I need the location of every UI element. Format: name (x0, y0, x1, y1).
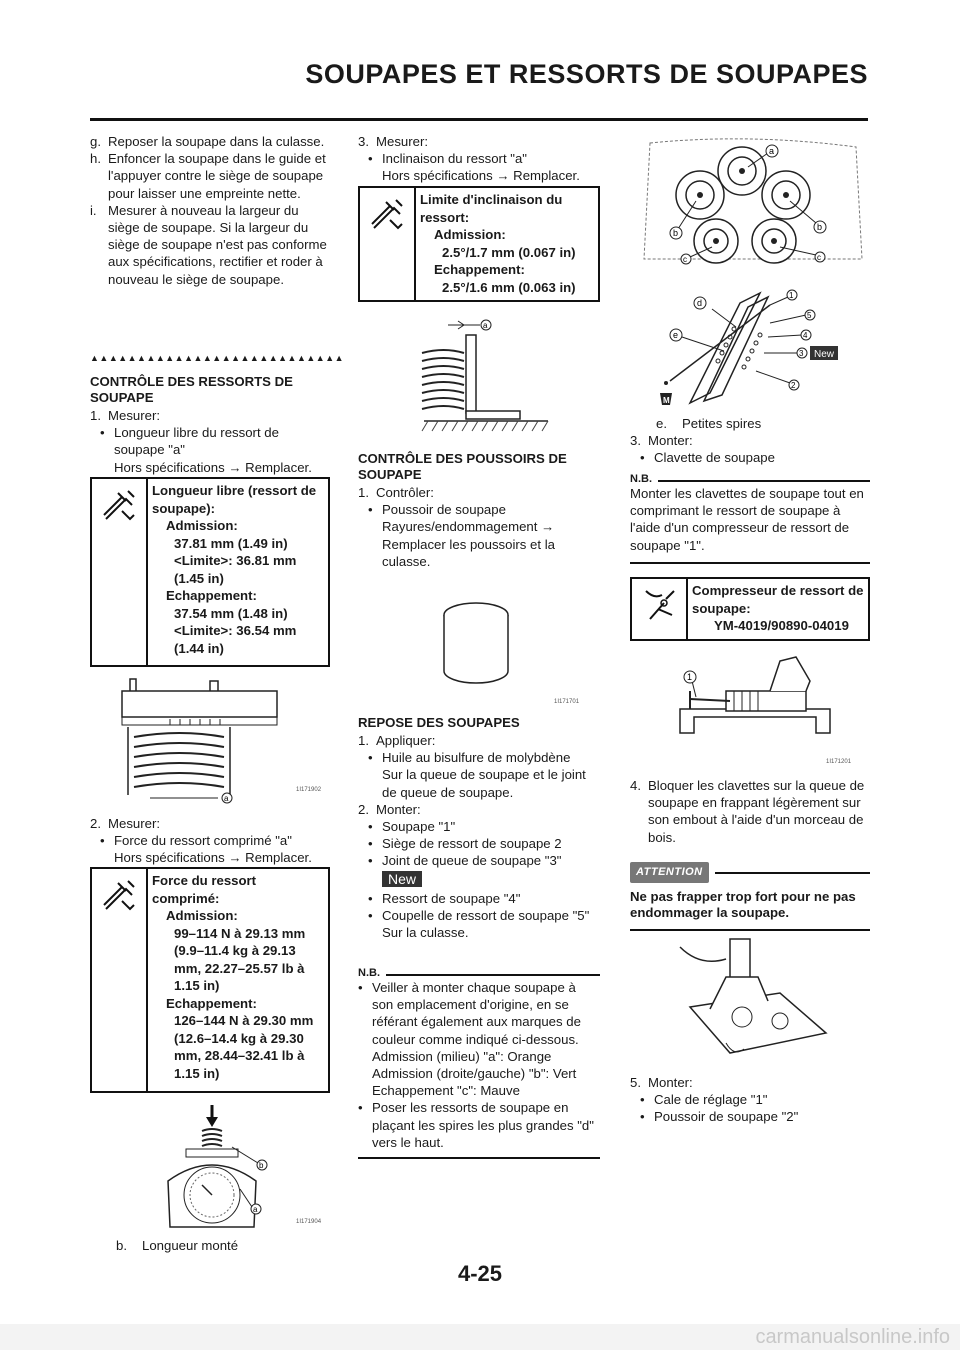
bullet-valve: • Soupape "1" (368, 819, 456, 835)
note-label: N.B. (630, 473, 652, 485)
step-g: g. Reposer la soupape dans la culasse. (90, 134, 325, 149)
step-2: 2. Mesurer: (90, 816, 161, 831)
bullet-free-length: • Longueur libre du ressort de soupape "a" (100, 425, 279, 458)
action-apply: Sur la queue de soupape et le joint de queue de soupape. (382, 767, 586, 800)
bullet-spring-seat: • Siège de ressort de soupape 2 (368, 836, 562, 852)
bullet-compressed-force: • Force du ressort comprimé "a" (100, 833, 292, 849)
svg-text:3: 3 (799, 349, 804, 358)
action-replace-3: Hors spécifications → Remplacer. (382, 168, 580, 184)
svg-text:2: 2 (791, 381, 796, 390)
check-step-1: 1. Contrôler: (358, 485, 434, 500)
svg-text:d: d (697, 298, 703, 308)
bullet-cotter: • Clavette de soupape (640, 450, 775, 466)
svg-text:1I171201: 1I171201 (826, 759, 852, 765)
spec-box-inclination: Limite d'inclinaison du ressort: Admission: 2.5°/1.7 mm (0.067 in) Echappement: 2.5°/1.6 mm (0.063 in) (358, 186, 600, 302)
svg-text:a: a (253, 1205, 258, 1214)
mount-step-3: 3. Monter: (630, 433, 693, 448)
special-tool-icon (632, 579, 688, 639)
note-text-cotters: Monter les clavettes de soupape tout en comprimant le ressort de soupape à l'aide d'un compresseur de ressort de soupape "1". (630, 486, 864, 553)
svg-text:4: 4 (803, 331, 808, 340)
wrench-icon (92, 479, 148, 665)
mount-step-5: 5. Monter: (630, 1075, 693, 1090)
svg-text:b: b (673, 228, 679, 238)
figure-compressor (630, 651, 870, 769)
step-1: 1. Mesurer: (90, 408, 161, 423)
figure-square (358, 315, 600, 441)
figure-caliper (90, 677, 330, 805)
bullet-shim: • Cale de réglage "1" (640, 1092, 768, 1108)
attention-block (630, 862, 870, 931)
section-heading-springs: CONTRÔLE DES RESSORTS DE SOUPAPE (90, 374, 293, 405)
svg-text:M: M (663, 396, 670, 405)
step-h: h. Enfoncer la soupape dans le guide et l'appuyer contre le siège de soupape pour laisser une empreinte nette. (90, 151, 326, 201)
bullet-spring-retainer: • Coupelle de ressort de soupape "5" (368, 908, 590, 924)
caption-e: e. Petites spires (656, 416, 762, 431)
note-block-colors (358, 967, 600, 1159)
bullet-inclination: • Inclinaison du ressort "a" (368, 151, 527, 167)
note-label: N.B. (358, 967, 380, 979)
svg-text:1: 1 (687, 672, 693, 682)
svg-text:b: b (259, 1161, 264, 1170)
figure-lifter (358, 591, 600, 709)
svg-text:a: a (483, 321, 488, 330)
attention-badge: ATTENTION (630, 862, 709, 883)
note-bullet-colors: • Veiller à monter chaque soupape à son emplacement d'origine, en se référant également aux marques de couleur comme indiqué ci-dessous. Admission (milieu) "a": Orange Admission (droite/gauche) "b": Vert Echappement "c": Mauve (358, 980, 581, 1099)
caption-b: b. Longueur monté (116, 1238, 239, 1253)
install-step-2: 2. Monter: (358, 801, 421, 817)
svg-text:a: a (769, 146, 775, 156)
action-on-head: Sur la culasse. (382, 925, 469, 941)
figure-spring-tester (90, 1103, 330, 1229)
bullet-lifter: • Poussoir de soupape (368, 502, 506, 518)
page-number: 4-25 (457, 1261, 503, 1286)
title-rule (90, 118, 868, 121)
step-3: 3. Mesurer: (358, 134, 429, 149)
step-i: i. Mesurer à nouveau la largeur du siège de soupape. Si la largeur du siège de soupape n'est pas conforme aux spécifications, rectifier et roder à nouveau le siège de soupape. (90, 202, 327, 287)
figure-valve-exploded (630, 283, 870, 413)
section-heading-lifters: CONTRÔLE DES POUSSOIRS DE SOUPAPE (358, 451, 567, 482)
svg-text:New: New (814, 349, 835, 360)
action-replace-2: Hors spécifications → Remplacer. (114, 850, 312, 866)
bullet-lifter-2: • Poussoir de soupape "2" (640, 1109, 799, 1125)
svg-text:1I171701: 1I171701 (554, 699, 580, 705)
wrench-icon (92, 869, 148, 1091)
svg-text:b: b (817, 222, 823, 232)
install-step-1: 1. Appliquer: (358, 733, 436, 748)
new-badge: New (382, 871, 422, 887)
label-a: a (224, 794, 229, 803)
svg-text:c: c (817, 253, 821, 262)
action-replace-lifters: Rayures/endommagement → Remplacer les poussoirs et la culasse. (382, 519, 555, 569)
bullet-moly-oil: • Huile au bisulfure de molybdène (368, 750, 571, 766)
wrench-icon (360, 188, 416, 300)
svg-text:1I171904: 1I171904 (296, 1219, 322, 1225)
note-bullet-coils: • Poser les ressorts de soupape en plaçant les spires les plus grandes "d" vers le haut. (358, 1100, 594, 1150)
note-block-cotters (630, 473, 870, 564)
triangle-separator: ▲▲▲▲▲▲▲▲▲▲▲▲▲▲▲▲▲▲▲▲▲▲▲▲▲▲▲ (90, 353, 345, 363)
watermark: carmanualsonline.info (755, 1325, 950, 1348)
svg-text:1: 1 (789, 291, 794, 300)
svg-text:5: 5 (807, 311, 812, 320)
section-heading-install: REPOSE DES SOUPAPES (358, 715, 520, 730)
figure-mallet (630, 937, 870, 1067)
svg-text:e: e (673, 330, 679, 340)
page-title: SOUPAPES ET RESSORTS DE SOUPAPES (305, 59, 868, 89)
spec-box-free-length: Longueur libre (ressort de soupape): Admission: 37.81 mm (1.49 in) <Limite>: 36.81 mm (1.45 in) Echappement: 37.54 mm (1.48 in) <Limite>: 36.54 mm (1.44 in) (90, 477, 330, 667)
bullet-valve-spring: • Ressort de soupape "4" (368, 890, 521, 906)
spec-box-compressor: Compresseur de ressort de soupape: YM-4019/90890-04019 (630, 577, 870, 641)
attention-text: Ne pas frapper trop fort pour ne pas endommager la soupape. (630, 889, 856, 921)
action-replace: Hors spécifications → Remplacer. (114, 459, 312, 475)
spec-box-compressed-force: Force du ressort comprimé: Admission: 99–114 N à 29.13 mm (9.9–11.4 kg à 29.13 mm, 22.27–25.57 lb à 1.15 in) Echappement: 126–144 N à 29.30 mm (12.6–14.4 kg à 29.30 mm, 28.44–32.41 lb à 1.15 in) (90, 867, 330, 1093)
step-4-lock-cotters: 4. Bloquer les clavettes sur la queue de soupape en frappant légèrement sur son embout à l'aide d'un morceau de bois. (630, 778, 865, 845)
svg-text:c: c (683, 255, 687, 264)
figure-cylinder-head-top (630, 137, 870, 265)
bullet-stem-seal: • Joint de queue de soupape "3" (368, 853, 562, 869)
figure-code: 1I171902 (296, 787, 322, 793)
